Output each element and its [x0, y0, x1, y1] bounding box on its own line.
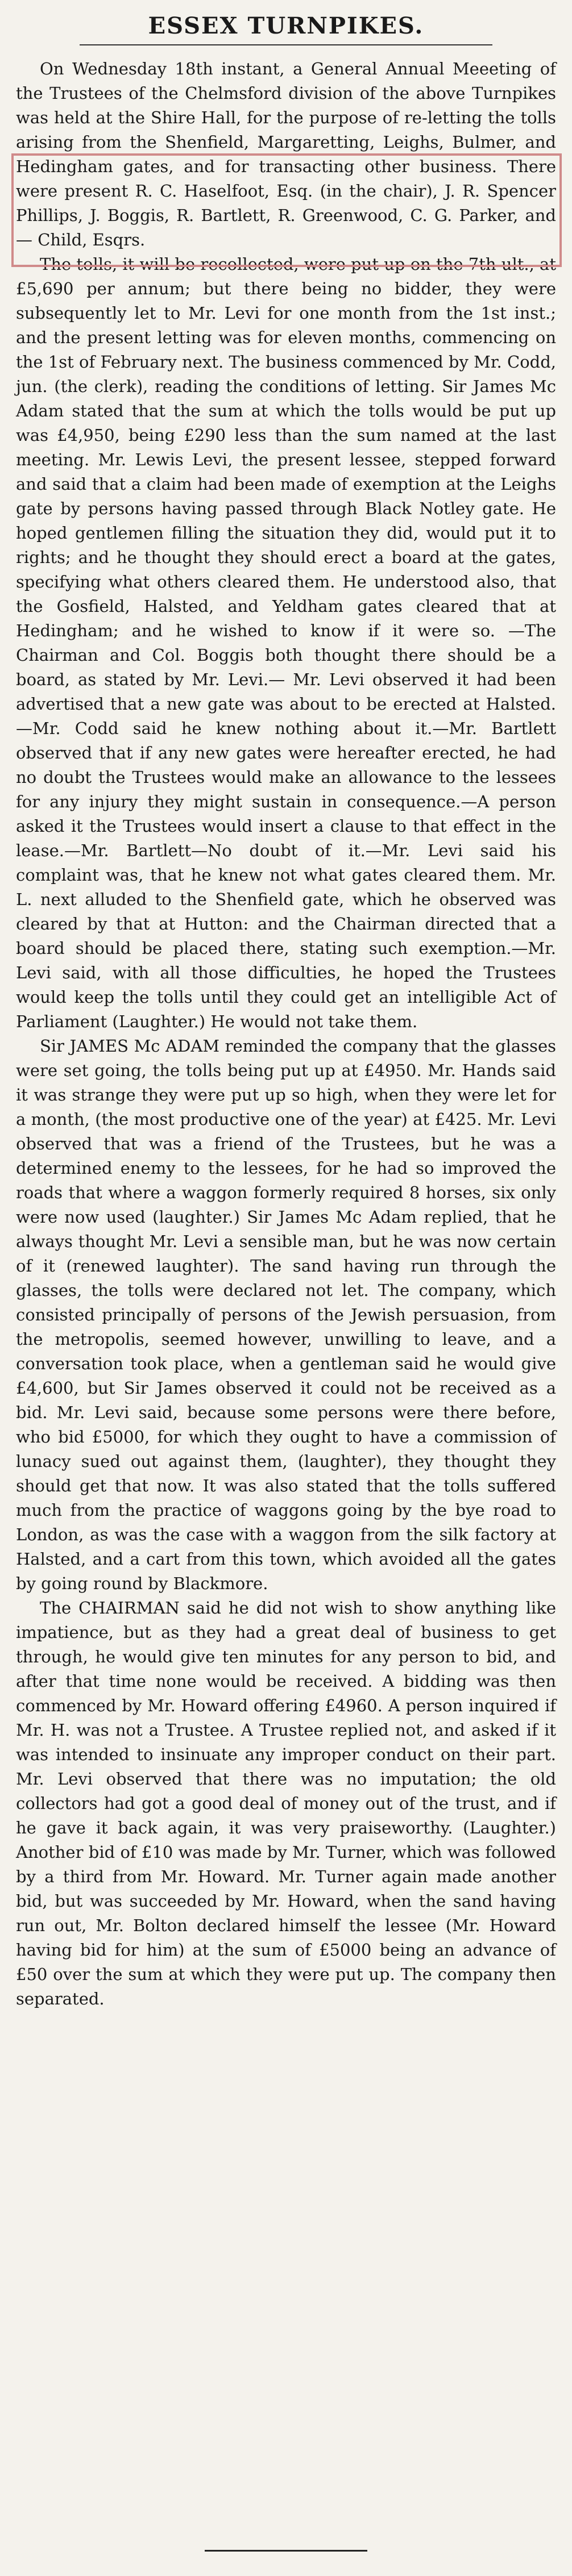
paragraph-4: The CHAIRMAN said he did not wish to show anything like impatience, but as they had a great deal of business to get through, he would give ten minutes for any person to bid, and after that time none would be received. A bidding was then commenced by Mr. Howard offering £4960. A person inquired if Mr. H. was not a Trustee. A Trustee replied not, and asked if it was intended to insinuate any improper conduct on their part. Mr. Levi observed that there was no imputation; the old collectors had got a good deal of money out of the trust, and if he gave it back again, it was very praiseworthy. (Laughter.) Another bid of £10 was made by Mr. Turner, which was followed by a third from Mr. Howard. Mr. Turner again made another bid, but was succeeded by Mr. Howard, when the sand having run out, Mr. Bolton declared himself the lessee (Mr. Howard having bid for him) at the sum of £5000 being an advance of £50 over the sum at which they were put up. The company then separated. [16, 1598, 556, 2008]
paragraph-3: Sir JAMES Mc ADAM reminded the company that the glasses were set going, the tolls being put up at £4950. Mr. Hands said it was strange they were put up so high, when they were let for a month, (the most productive one of the year) at £425. Mr. Levi observed that was a friend of the Trustees, but he was a determined enemy to the lessees, for he had so improved the roads that where a waggon formerly required 8 horses, six only were now used (laughter.) Sir James Mc Adam replied, that he always thought Mr. Levi a sensible man, but he was now certain of it (renewed laughter). The sand having run through the glasses, the tolls were declared not let. The company, which consisted principally of persons of the Jewish persuasion, from the metropolis, seemed however, unwilling to leave, and a conversation took place, when a gentleman said he would give £4,600, but Sir James observed it could not be received as a bid. Mr. Levi said, because some persons were there before, who bid £5000, for which they ought to have a commission of lunacy sued out against them, (laughter), they thought they should get that now. It was also stated that the tolls suffered much from the practice of waggons going by the bye road to London, as was the case with a waggon from the silk factory at Halsted, and a cart from this town, which avoided all the gates by going round by Blackmore. [16, 1036, 556, 1593]
paragraph-1: On Wednesday 18th instant, a General Annual Meeeting of the Trustees of the Chelmsford division of the above Turnpikes was held at the Shire Hall, for the purpose of re-letting the tolls arising from the Shenfield, Margaretting, Leighs, Bulmer, and Hedingham gates, and for transacting other business. There were present R. C. Haselfoot, Esq. (in the chair), J. R. Spencer Phillips, J. Boggis, R. Bartlett, R. Greenwood, C. G. Parker, and — Child, Esqrs. [16, 59, 556, 249]
headline: ESSEX TURNPIKES. [148, 12, 424, 39]
article-body [16, 57, 556, 2011]
headline-rule [80, 44, 492, 45]
end-rule [205, 2550, 367, 2552]
paragraph-2: The tolls, it will be recollected, were put up on the 7th ult., at £5,690 per annum; but there being no bidder, they were subsequently let to Mr. Levi for one month from the 1st inst.; and the present letting was for eleven months, commencing on the 1st of February next. The business commenced by Mr. Codd, jun. (the clerk), reading the conditions of letting. Sir James Mc Adam stated that the sum at which the tolls would be put up was £4,950, being £290 less than the sum named at the last meeting. Mr. Lewis Levi, the present lessee, stepped forward and said that a claim had been made of exemption at the Leighs gate by persons having passed through Black Notley gate. He hoped gentlemen filling the situation they did, would put it to rights; and he thought they should erect a board at the gates, specifying what others cleared them. He understood also, that the Gosfield, Halsted, and Yeldham gates cleared that at Hedingham; and he wished to know if it were so. —The Chairman and Col. Boggis both thought there should be a board, as stated by Mr. Levi.— Mr. Levi observed it had been advertised that a new gate was about to be erected at Halsted.—Mr. Codd said he knew nothing about it.—Mr. Bartlett observed that if any new gates were hereafter erected, he had no doubt the Trustees would make an allowance to the lessees for any injury they might sustain in consequence.—A person asked it the Trustees would insert a clause to that effect in the lease.—Mr. Bartlett—No doubt of it.—Mr. Levi said his complaint was, that he knew not what gates cleared them. Mr. L. next alluded to the Shenfield gate, which he observed was cleared by that at Hutton: and the Chairman directed that a board should be placed there, stating such exemption.—Mr. Levi said, with all those difficulties, he hoped the Trustees would keep the tolls until they could get an intelligible Act of Parliament (Laughter.) He would not take them. [16, 255, 556, 1031]
